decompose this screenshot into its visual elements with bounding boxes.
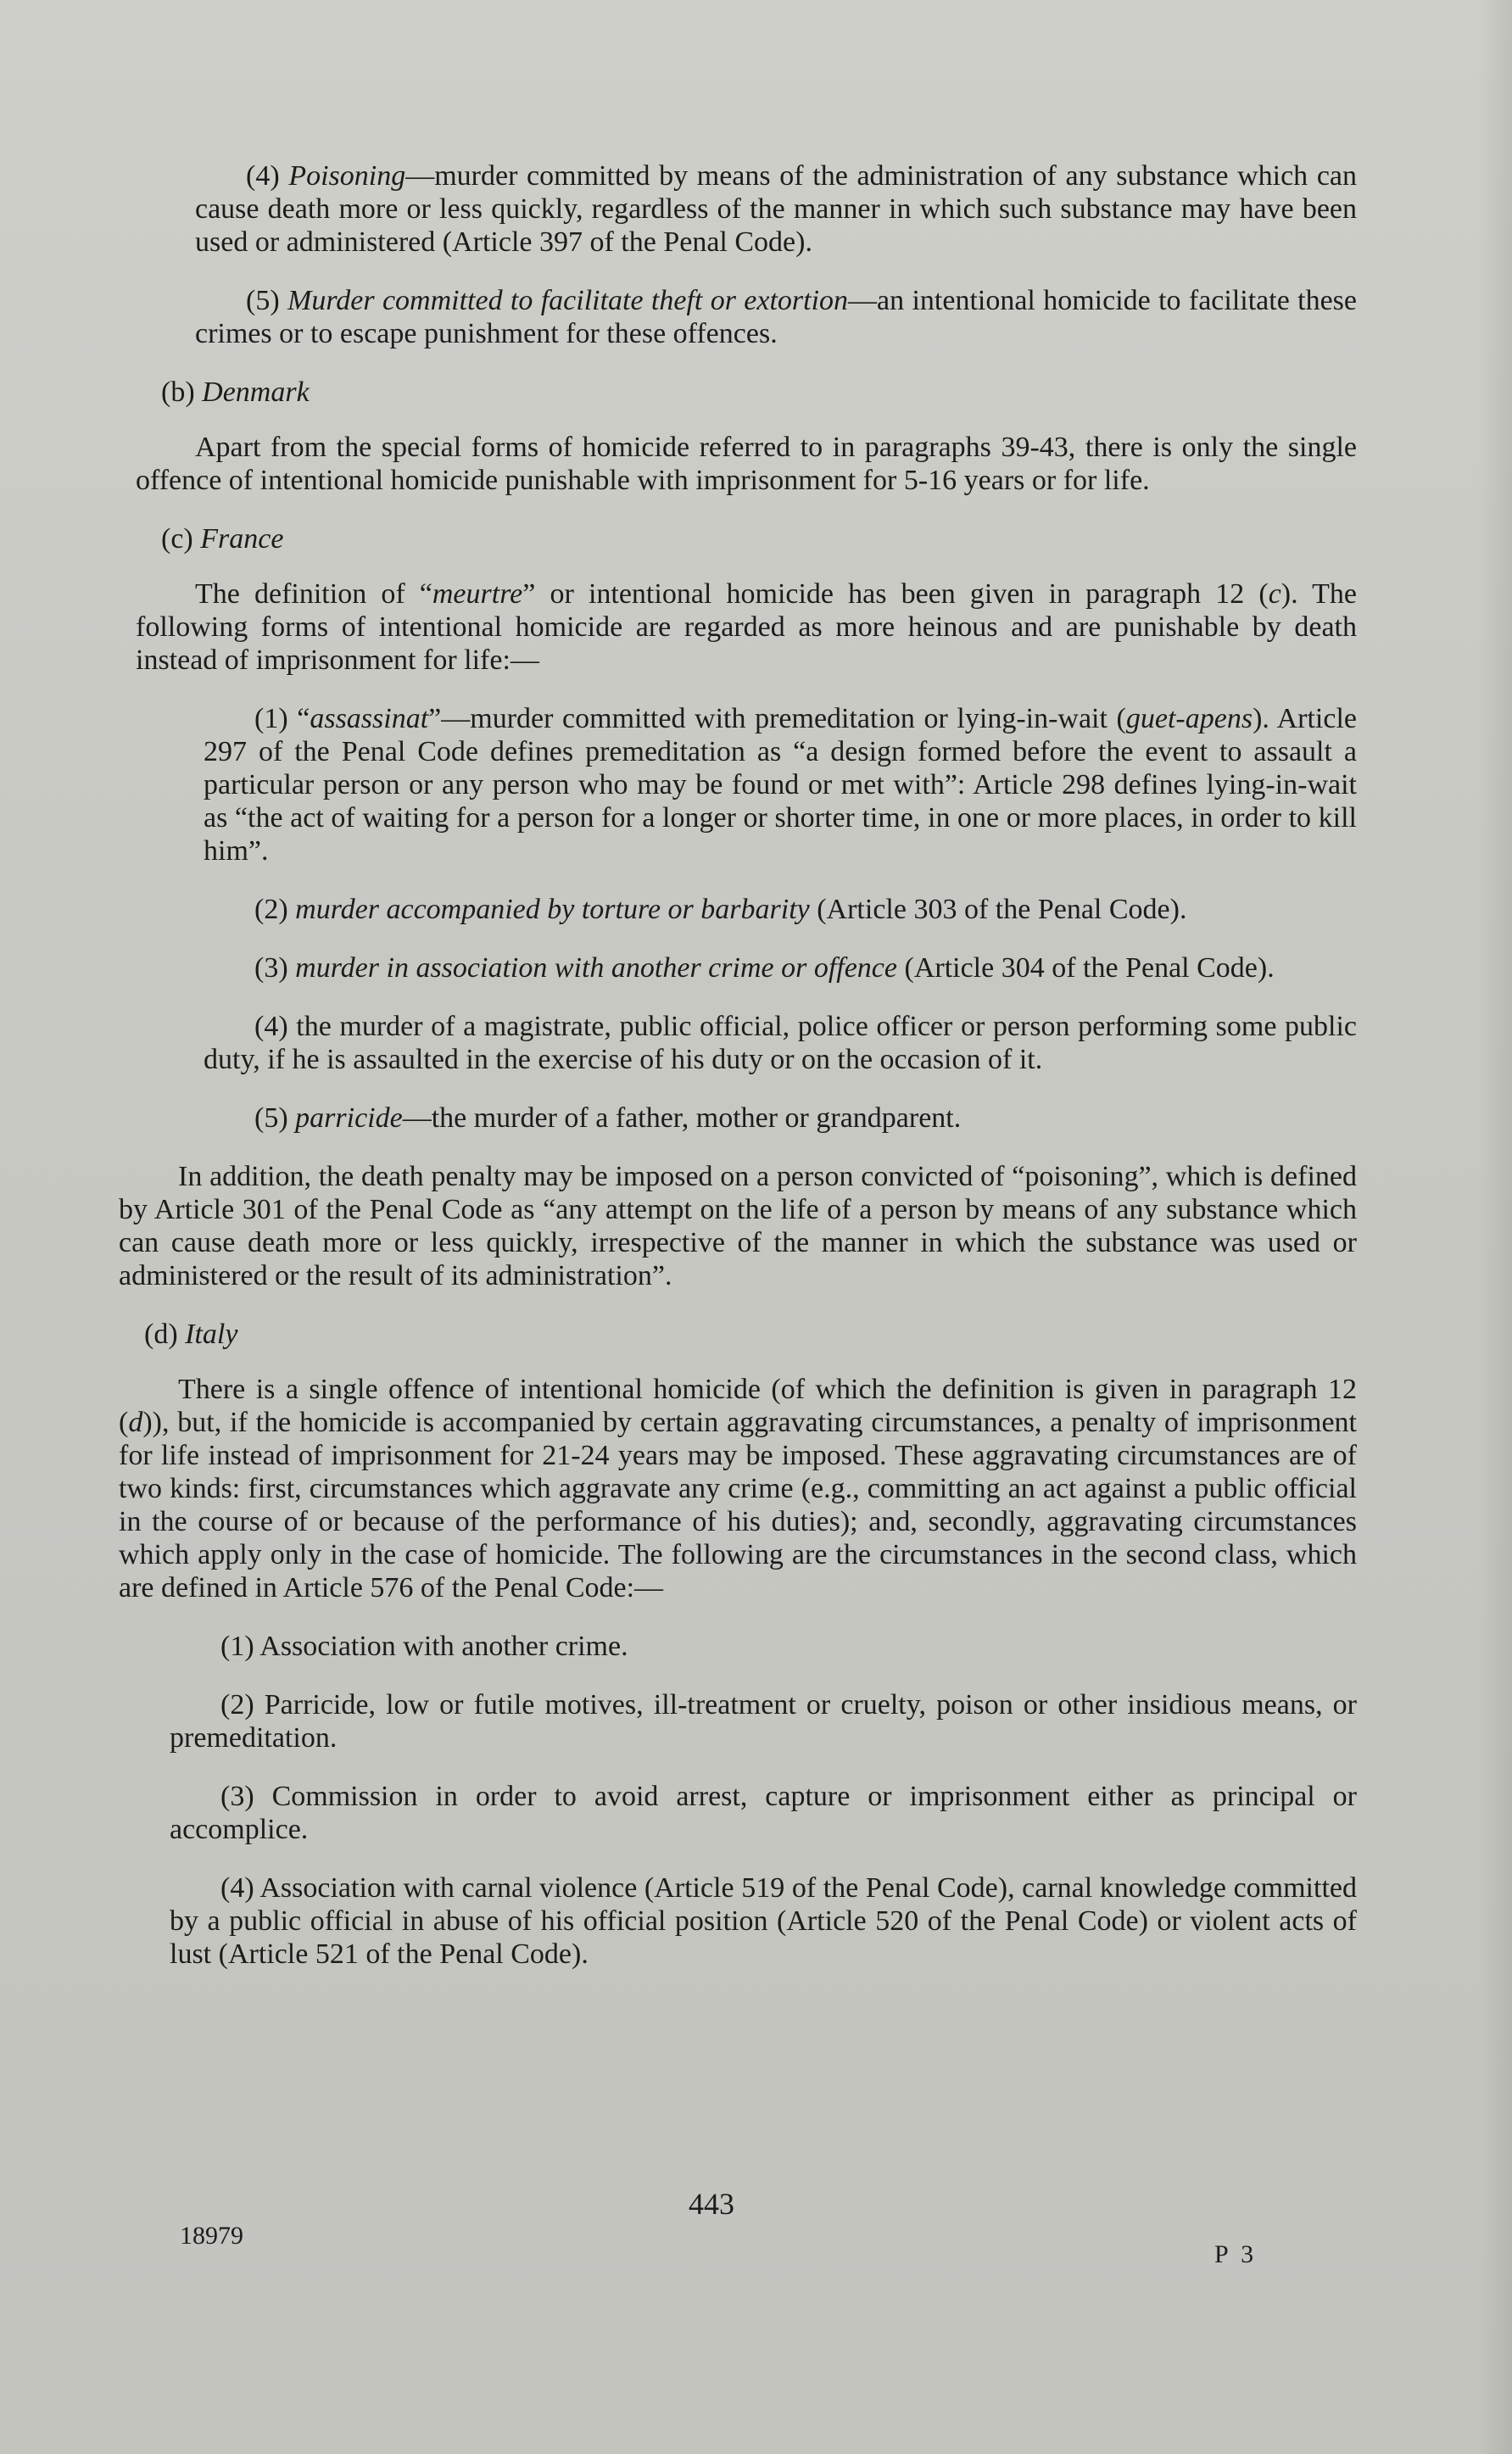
item-text: —the murder of a father, mother or grandparent.: [402, 1102, 962, 1134]
paragraph-torture: [136, 893, 1357, 926]
item-number: (5): [246, 285, 280, 316]
section-country: Italy: [185, 1319, 238, 1350]
paragraph-magistrate: [136, 1010, 1357, 1076]
section-heading-denmark: [161, 376, 1357, 409]
section-label: (b): [161, 376, 195, 408]
paragraph-italy-item-2: (2) Parricide, low or futile motives, ill-treatment or cruelty, poison or other insidious means, or premeditation.: [170, 1689, 1357, 1754]
sheet-mark: P 3: [1214, 2240, 1258, 2268]
item-term: Poisoning: [288, 160, 406, 192]
item-number: (4): [254, 1011, 288, 1042]
paragraph-france-intro: [136, 577, 1357, 677]
text-segment: ). Article 297 of the Penal Code defines premeditation as “a design formed before the event to assault a particular person or any person who may be found or met with”: Article 298 defines lying-in-wait as “the act of waiting for a person for a longer or shorter time, in one or more places, in order to kill him”.: [204, 703, 1358, 867]
paragraph-assassinat: [136, 702, 1357, 867]
item-text: (Article 304 of the Penal Code).: [904, 952, 1275, 984]
paragraph-parricide: [136, 1102, 1357, 1135]
item-text: —murder committed by means of the administration of any substance which can cause death more or less quickly, regardless of the manner in which such substance may have been used or administered (Article 397 of the Penal Code).: [195, 160, 1358, 258]
paragraph-poisoning-death-penalty: In addition, the death penalty may be imposed on a person convicted of “poisoning”, which is defined by Article 301 of the Penal Code as “any attempt on the life of a person by means of any substance which can cause death more or less quickly, irrespective of the manner in which the substance was used or administered or the result of its administration”.: [119, 1161, 1357, 1291]
item-term: murder accompanied by torture or barbarity: [295, 894, 810, 925]
item-number: (3): [254, 952, 288, 984]
paragraph-italy-item-3: (3) Commission in order to avoid arrest, capture or imprisonment either as principal or accomplice.: [170, 1781, 1357, 1845]
text-segment: )), but, if the homicide is accompanied by certain aggravating circumstances, a penalty of imprisonment for life instead of imprisonment for 21-24 years may be imposed. These aggravating circumstances are of two kinds: first, circumstances which aggravate any crime (e.g., committing an act against a public official in the course of or because of the performance of his duties); and, secondly, aggravating circumstances which apply only in the case of homicide. The following are the circumstances in the second class, which are defined in Article 576 of the Penal Code:—: [119, 1407, 1357, 1603]
item-term: guet-apens: [1125, 703, 1253, 734]
item-number: (1) “: [254, 703, 310, 734]
reference: d: [128, 1407, 143, 1438]
item-number: (2): [254, 894, 288, 925]
item-text: the murder of a magistrate, public official, police officer or person performing some public duty, if he is assaulted in the exercise of his duty or on the occasion of it.: [204, 1011, 1357, 1075]
text-segment: ). The following forms of intentional homicide are regarded as more heinous and are punishable by death instead of imprisonment for life:—: [136, 578, 1357, 676]
item-term: assassinat: [310, 703, 429, 734]
page-body: [119, 159, 1358, 1996]
page-number: 443: [689, 2187, 734, 2221]
item-term: murder in association with another crime or offence: [295, 952, 897, 984]
item-term: Murder committed to facilitate theft or extortion: [287, 285, 849, 316]
paragraph-denmark: Apart from the special forms of homicide referred to in paragraphs 39-43, there is only the single offence of intentional homicide punishable with imprisonment for 5-16 years or for life.: [136, 432, 1357, 496]
item-number: (5): [254, 1102, 288, 1134]
paragraph-italy-item-4: (4) Association with carnal violence (Article 519 of the Penal Code), carnal knowledge committed by a public official in abuse of his official position (Article 520 of the Penal Code) or violent acts of lust (Article 521 of the Penal Code).: [170, 1872, 1357, 1970]
section-country: Denmark: [202, 376, 310, 408]
paragraph-italy-item-1: (1) Association with another crime.: [220, 1631, 628, 1662]
term: meurtre: [432, 578, 523, 610]
section-country: France: [200, 523, 284, 555]
print-code: 18979: [180, 2222, 243, 2250]
item-number: (4): [246, 160, 280, 192]
reference: c: [1268, 578, 1281, 610]
text-segment: There is a single offence of intentional homicide (of which the definition is given in paragraph 12 (: [119, 1374, 1357, 1438]
text-segment: The definition of “: [195, 578, 432, 610]
section-heading-italy: [144, 1318, 1357, 1351]
item-text: (Article 303 of the Penal Code).: [817, 894, 1187, 925]
paragraph-italy: [119, 1373, 1357, 1604]
paragraph-association: [136, 951, 1357, 984]
text-segment: ” or intentional homicide has been given in paragraph 12 (: [522, 578, 1269, 610]
item-text: —an intentional homicide to facilitate these crimes or to escape punishment for these offences.: [195, 285, 1357, 349]
section-heading-france: [161, 522, 1357, 555]
section-label: (d): [144, 1319, 178, 1350]
section-label: (c): [161, 523, 193, 555]
paragraph-poisoning: [136, 159, 1357, 259]
text-segment: ”—murder committed with premeditation or lying-in-wait (: [428, 703, 1126, 734]
item-term: parricide: [295, 1102, 403, 1134]
paragraph-murder-theft: [136, 284, 1357, 350]
